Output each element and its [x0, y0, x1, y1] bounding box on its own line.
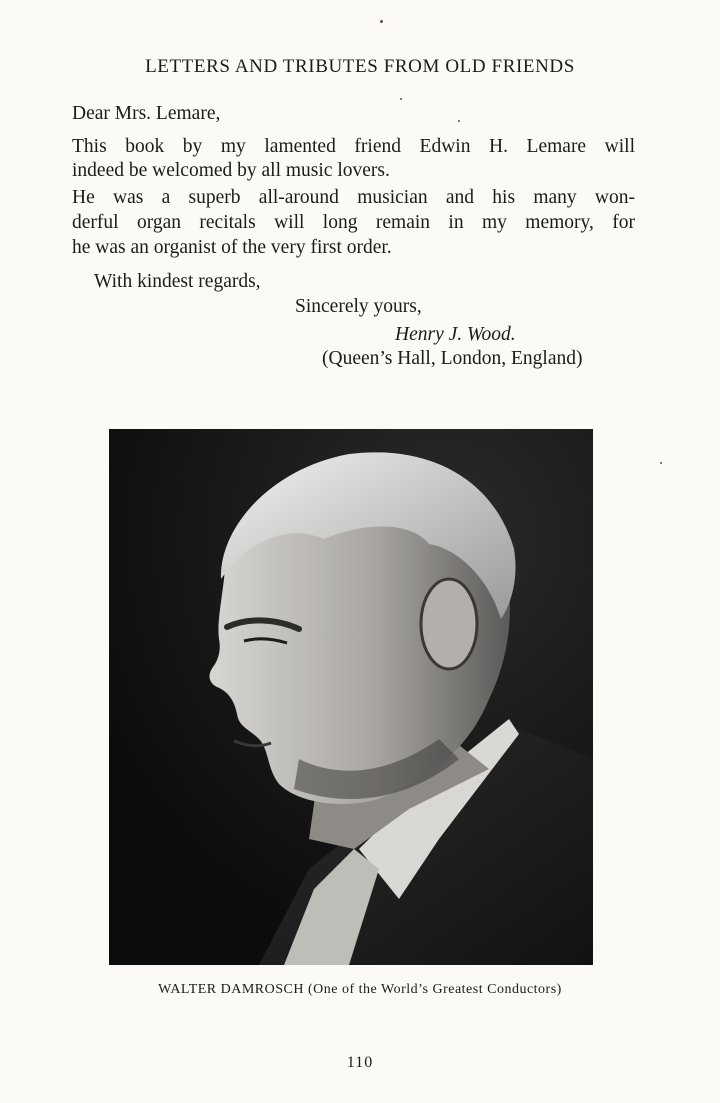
paper-speck [400, 98, 402, 100]
portrait-photo [109, 429, 593, 965]
paper-speck [380, 20, 383, 23]
portrait-illustration [109, 429, 593, 965]
letter-paragraph2-line: He was a superb all-around musician and his many won- [72, 187, 635, 208]
letter-signature: Henry J. Wood. [395, 324, 516, 345]
paper-speck [660, 462, 662, 464]
running-head: LETTERS AND TRIBUTES FROM OLD FRIENDS [145, 56, 575, 77]
letter-paragraph1-line: This book by my lamented friend Edwin H. Lemare will [72, 136, 635, 157]
letter-paragraph2-line: he was an organist of the very first order. [72, 237, 392, 258]
letter-salutation: Dear Mrs. Lemare, [72, 103, 221, 124]
letter-closing: With kindest regards, [94, 271, 261, 292]
photo-caption: WALTER DAMROSCH (One of the World’s Greatest Conductors) [158, 982, 562, 997]
letter-paragraph1-line: indeed be welcomed by all music lovers. [72, 160, 390, 181]
page-number: 110 [346, 1054, 374, 1071]
letter-sign-off: Sincerely yours, [295, 296, 422, 317]
letter-affiliation: (Queen’s Hall, London, England) [322, 348, 583, 369]
paper-speck [458, 120, 460, 122]
letter-paragraph2-line: derful organ recitals will long remain in my memory, for [72, 212, 635, 233]
